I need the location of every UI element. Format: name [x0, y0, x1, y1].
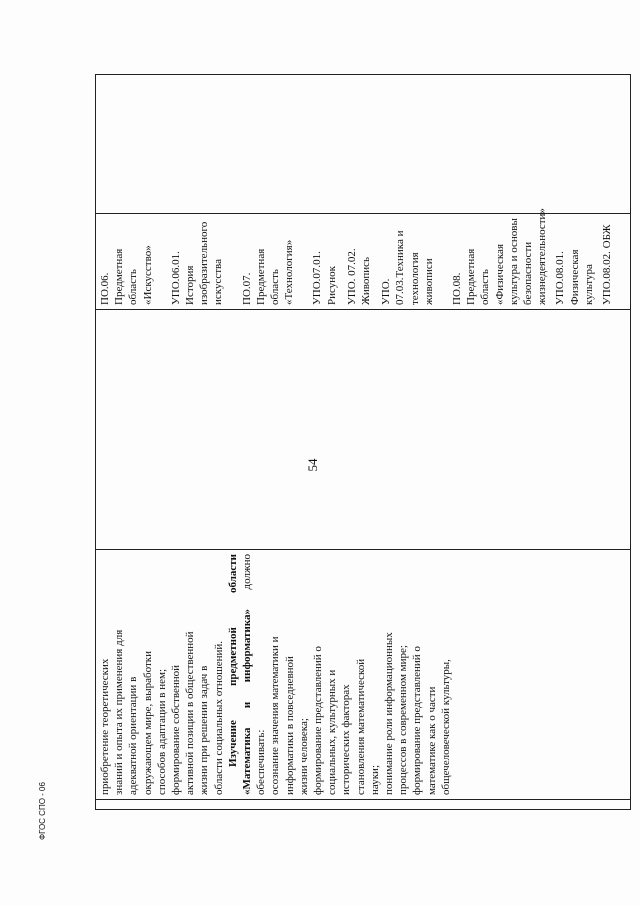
text-line: способов адаптации в нем; [155, 668, 168, 795]
subject-entry: УПО.08.01. Физическая культура [554, 249, 595, 305]
subject-entry: ПО.06. Предметная область «Искусство» [99, 245, 154, 305]
page-number: 54 [305, 458, 320, 472]
text-line: приобретение теоретических [99, 658, 111, 795]
subject-entry: ПО.08. Предметная область «Физическая культура и основы безопасности жизнедеятельности» [451, 208, 549, 305]
subject-entry: УПО.08.02. ОБЖ [601, 224, 614, 305]
text-line: знаний и опыта их применения для [113, 629, 126, 795]
subject-entry: УПО.06.01. История изобразительного искусства [169, 221, 225, 305]
curriculum-table [95, 74, 631, 810]
requirements-cell [96, 550, 631, 800]
text-line: формирование представлений о [411, 646, 424, 795]
blank-cell-narrow [96, 800, 631, 810]
text-line: осознание значения математики и [269, 636, 282, 795]
blank-cell-middle [96, 310, 631, 550]
subjects-cell [96, 208, 631, 310]
math-intro-rest: должно обеспечивать: [241, 554, 268, 795]
math-intro-bold: Изучение предметной области «Математика и информатика» [226, 554, 254, 795]
text-line: общечеловеческой культуры, [439, 659, 452, 795]
rotated-table-frame [95, 75, 614, 810]
text-line: жизни человека; [297, 718, 310, 795]
text-line: информатики в повседневной [283, 656, 296, 795]
subject-entry: УПО. 07.03.Техника и технология живописи [380, 230, 435, 305]
text-line: процессов в современном мире; [397, 645, 410, 795]
subject-entry: УПО. 07.02. Живопись [345, 248, 373, 305]
text-line: формирование собственной [170, 665, 183, 795]
blank-cell-right [96, 75, 631, 214]
text-line: становления математической [354, 658, 367, 795]
text-line: науки; [368, 765, 381, 795]
text-line: математике как о части [425, 686, 438, 795]
text-line: активной позиции в общественной [184, 631, 197, 795]
text-line: адекватной ориентации в [127, 676, 140, 795]
subject-entry: УПО.07.01. Рисунок [311, 251, 338, 305]
text-line: формирование представлений о [312, 646, 325, 795]
text-line: жизни при решении задач в [198, 665, 211, 795]
math-intro [226, 554, 269, 795]
rotated-content [95, 75, 614, 810]
footer-document-code: ФГОС СПО - 06 [38, 782, 47, 840]
text-line: понимание роли информационных [383, 632, 396, 795]
text-line: области социальных отношений. [212, 641, 225, 795]
subject-entry: ПО.07. Предметная область «Технология» [240, 239, 296, 305]
text-line: окружающем мире, выработки [141, 650, 154, 795]
requirements-text [98, 554, 453, 795]
text-line: исторических факторах [340, 684, 353, 795]
text-line: социальных, культурных и [326, 669, 339, 795]
